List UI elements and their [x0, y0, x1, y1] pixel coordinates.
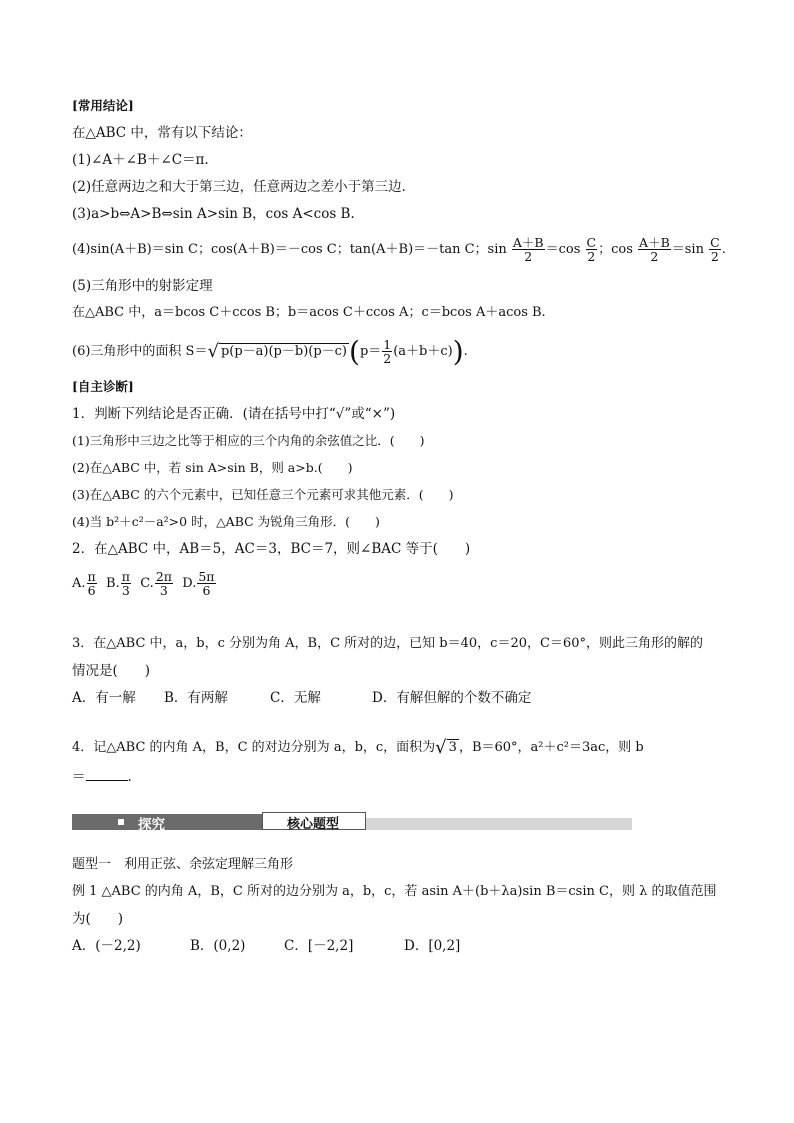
conclusion-4-end: . — [721, 242, 726, 257]
example-1-line-2: 为( ) — [72, 911, 124, 927]
option-d-label: D. — [182, 576, 197, 591]
banner-right-label: 核心题型 — [287, 817, 340, 832]
question-3-option-c: C．无解 — [270, 690, 321, 706]
option-a-label: A. — [72, 576, 86, 591]
fraction-numerator: C — [710, 235, 720, 250]
conclusion-6 — [72, 335, 468, 368]
question-4-end: . — [127, 769, 132, 785]
fraction — [512, 236, 545, 263]
bullet-square-icon — [118, 819, 124, 825]
example-1-option-d: D．[0,2] — [404, 938, 461, 954]
question-4-text-post: ，B＝60°，a²＋c²＝3ac，则 b — [458, 740, 644, 755]
open-paren: ( — [349, 335, 360, 368]
section-banner — [72, 812, 632, 832]
question-1-item-2: (2)在△ABC 中，若 sin A>sin B，则 a>b.( ) — [72, 460, 353, 475]
question-2-options — [72, 570, 217, 597]
question-1: 1．判断下列结论是否正确．(请在括号中打“√”或“×”) — [72, 406, 396, 422]
fraction — [121, 570, 131, 597]
p-definition: p＝ — [359, 344, 382, 359]
conclusion-1: (1)∠A＋∠B＋∠C＝π. — [72, 152, 209, 168]
fraction-denominator: 2 — [650, 249, 659, 264]
conclusion-4-mid1: ＝cos — [545, 242, 581, 257]
conclusion-5: (5)三角形中的射影定理 — [72, 278, 213, 294]
example-1-option-a: A．(－2,2) — [72, 938, 141, 954]
fraction-numerator: A＋B — [639, 235, 670, 250]
fraction-numerator: 5π — [198, 569, 215, 584]
fraction-numerator: 1 — [383, 337, 392, 352]
fraction — [197, 570, 215, 597]
fraction-denominator: 2 — [710, 249, 719, 264]
question-2: 2．在△ABC 中，AB＝5，AC＝3，BC＝7，则∠BAC 等于( ) — [72, 541, 471, 557]
section-heading-common-conclusions: [常用结论] — [72, 98, 134, 113]
fraction — [709, 236, 721, 263]
option-c-label: C. — [140, 576, 154, 591]
question-1-item-3: (3)在△ABC 的六个元素中，已知任意三个元素可求其他元素．( ) — [72, 487, 454, 502]
fraction-numerator: C — [586, 235, 597, 250]
fraction-denominator: 2 — [524, 249, 533, 264]
fraction — [155, 570, 173, 597]
fraction-denominator: 6 — [87, 583, 96, 598]
conclusion-6-text: (6)三角形中的面积 S＝ — [72, 344, 208, 359]
p-definition-tail: (a＋b＋c) — [393, 344, 453, 359]
fraction-numerator: 2π — [155, 569, 172, 584]
fraction — [638, 236, 671, 263]
example-1-line-1: 例 1 △ABC 的内角 A，B，C 所对的边分别为 a，b，c，若 asin A＋(b＋λa)sin B＝csin C，则 λ 的取值范围 — [72, 884, 717, 899]
fraction — [87, 570, 97, 597]
example-1-option-b: B．(0,2) — [190, 938, 246, 954]
banner-dark-block — [72, 814, 262, 830]
question-3-line-2: 情况是( ) — [72, 663, 151, 679]
question-3-line-1: 3．在△ABC 中，a，b，c 分别为角 A，B，C 所对的边，已知 b＝40，c＝20，C＝60°，则此三角形的解的 — [72, 636, 703, 651]
fraction-numerator: A＋B — [512, 235, 544, 250]
conclusion-4-text: (4)sin(A＋B)＝sin C；cos(A＋B)＝－cos C；tan(A＋B)＝－tan C；sin — [72, 242, 507, 257]
section-heading-self-diagnosis: [自主诊断] — [72, 379, 134, 394]
fraction-numerator: π — [121, 569, 130, 584]
conclusion-3: (3)a>b⇔A>B⇔sin A>sin B，cos A<cos B. — [72, 206, 355, 222]
conclusion-6-end: . — [463, 344, 468, 359]
fraction-denominator: 6 — [202, 583, 211, 598]
conclusion-5-body: 在△ABC 中，a＝bcos C＋ccos B；b＝acos C＋ccos A；c＝bcos A＋acos B. — [72, 305, 546, 320]
conclusion-4 — [72, 236, 726, 263]
close-paren: ) — [452, 335, 464, 368]
question-1-item-1: (1)三角形中三边之比等于相应的三个内角的余弦值之比．( ) — [72, 433, 425, 448]
question-3-option-b: B．有两解 — [164, 690, 228, 706]
question-1-item-4: (4)当 b²＋c²－a²>0 时，△ABC 为锐角三角形．( ) — [72, 514, 380, 529]
fraction — [382, 338, 392, 365]
fraction-denominator: 2 — [587, 249, 596, 264]
question-4-line-2 — [72, 768, 132, 786]
conclusions-intro: 在△ABC 中，常有以下结论： — [72, 125, 252, 141]
radicand: 3 — [448, 740, 457, 755]
question-3-option-d: D．有解但解的个数不确定 — [372, 690, 532, 706]
radical-sign: √ — [207, 341, 219, 362]
example-1-option-c: C．[－2,2] — [284, 938, 354, 954]
radicand: p(p－a)(p－b)(p－c) — [220, 344, 348, 359]
question-4-text: 4．记△ABC 的内角 A，B，C 的对边分别为 a，b，c，面积为 — [72, 740, 436, 755]
option-b-label: B. — [106, 576, 120, 591]
fraction-numerator: π — [87, 569, 96, 584]
fraction-denominator: 2 — [383, 351, 392, 366]
equals-sign: ＝ — [72, 769, 86, 785]
fraction-denominator: 3 — [121, 583, 130, 598]
fraction — [586, 236, 598, 263]
question-3-option-a: A．有一解 — [72, 690, 136, 706]
question-4-line-1 — [72, 739, 644, 757]
conclusion-2: (2)任意两边之和大于第三边，任意两边之差小于第三边． — [72, 179, 416, 195]
type-1-heading: 题型一 利用正弦、余弦定理解三角形 — [72, 857, 294, 872]
banner-left-label: 探究 — [138, 817, 165, 833]
fraction-denominator: 3 — [159, 583, 168, 598]
answer-blank[interactable] — [86, 768, 128, 781]
conclusion-4-mid2: ；cos — [598, 242, 633, 257]
radical-sign: √ — [435, 737, 447, 758]
conclusion-4-mid3: ＝sin — [671, 242, 704, 257]
